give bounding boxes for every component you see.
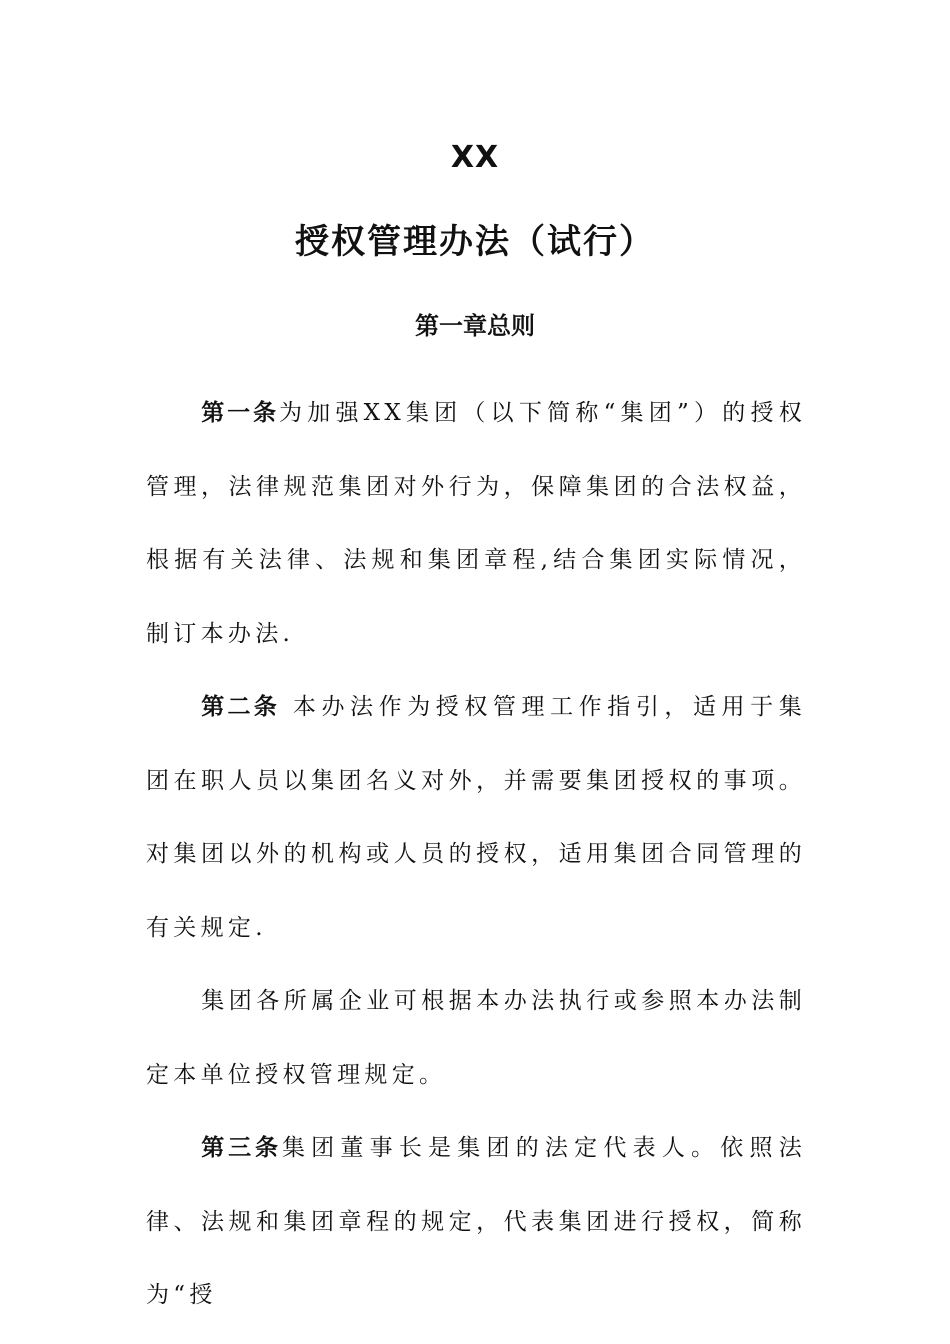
article-label: 第三条 bbox=[201, 1135, 282, 1161]
article-text: 为加强XX集团（以下简称“集团”）的授权管理，法律规范集团对外行为，保障集团的合法权益，根据有关法律、法规和集团章程,结合集团实际情况，制订本办法. bbox=[146, 400, 807, 647]
document-body bbox=[146, 377, 806, 1333]
article-text: 集团董事长是集团的法定代表人。依照法律、法规和集团章程的规定，代表集团进行授权，简称为“授 bbox=[146, 1135, 806, 1308]
document-title: 授权管理办法（试行） bbox=[295, 222, 655, 262]
article-2-supplement bbox=[146, 965, 806, 1112]
article-label: 第二条 bbox=[201, 694, 281, 720]
article-1 bbox=[146, 377, 806, 671]
article-text: 本办法作为授权管理工作指引，适用于集团在职人员以集团名义对外，并需要集团授权的事项。对集团以外的机构或人员的授权，适用集团合同管理的有关规定. bbox=[146, 694, 806, 941]
article-2 bbox=[146, 671, 806, 965]
article-text: 集团各所属企业可根据本办法执行或参照本办法制定本单位授权管理规定。 bbox=[146, 988, 806, 1088]
article-label: 第一条 bbox=[201, 400, 279, 426]
document-org-name: XX bbox=[450, 140, 500, 175]
chapter-heading: 第一章总则 bbox=[415, 312, 535, 340]
article-3 bbox=[146, 1112, 806, 1333]
